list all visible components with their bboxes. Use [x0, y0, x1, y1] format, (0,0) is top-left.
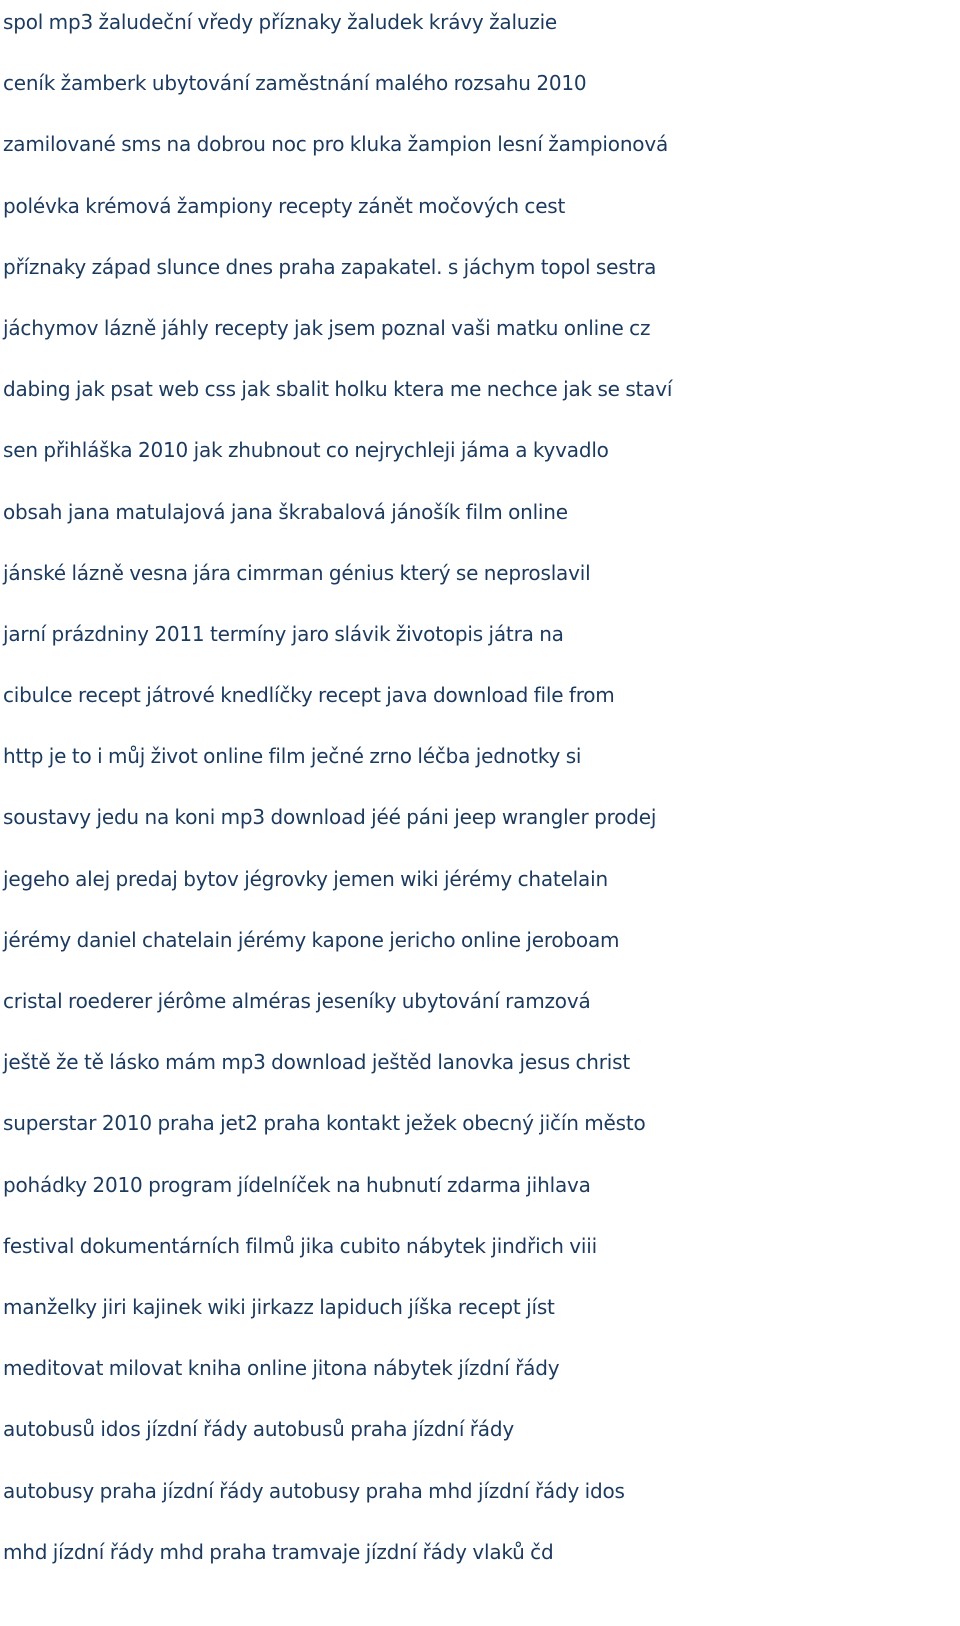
text-line: jánské lázně vesna jára cimrman génius který se neproslavil: [3, 560, 591, 585]
text-line: pohádky 2010 program jídelníček na hubnutí zdarma jihlava: [3, 1172, 591, 1197]
document-page: [0, 2, 960, 1626]
text-line: festival dokumentárních filmů jika cubito nábytek jindřich viii: [3, 1233, 597, 1258]
text-line: meditovat milovat kniha online jitona nábytek jízdní řády: [3, 1356, 560, 1381]
text-line: manželky jiri kajinek wiki jirkazz lapiduch jíška recept jíst: [3, 1294, 555, 1319]
text-line: příznaky západ slunce dnes praha zapakatel. s jáchym topol sestra: [3, 254, 657, 279]
text-line: spol mp3 žaludeční vředy příznaky žaludek krávy žaluzie: [3, 10, 558, 34]
text-line: soustavy jedu na koni mp3 download jéé páni jeep wrangler prodej: [3, 805, 657, 830]
text-line: autobusy praha jízdní řády autobusy praha mhd jízdní řády idos: [3, 1478, 625, 1503]
text-line: jarní prázdniny 2011 termíny jaro slávik životopis játra na: [3, 621, 564, 646]
text-line: polévka krémová žampiony recepty zánět močových cest: [3, 193, 566, 218]
text-line: sen přihláška 2010 jak zhubnout co nejrychleji jáma a kyvadlo: [3, 438, 609, 463]
text-line: cibulce recept játrové knedlíčky recept java download file from: [3, 683, 615, 708]
text-line: dabing jak psat web css jak sbalit holku ktera me nechce jak se staví: [3, 377, 673, 402]
text-line: jegeho alej predaj bytov jégrovky jemen wiki jérémy chatelain: [3, 866, 608, 891]
text-line: superstar 2010 praha jet2 praha kontakt ježek obecný jičín město: [3, 1111, 646, 1136]
text-line: ceník žamberk ubytování zaměstnání malého rozsahu 2010: [3, 71, 587, 96]
text-line: jérémy daniel chatelain jérémy kapone jericho online jeroboam: [3, 927, 620, 952]
text-line: ještě že tě lásko mám mp3 download ještěd lanovka jesus christ: [3, 1050, 630, 1075]
text-line: jáchymov lázně jáhly recepty jak jsem poznal vaši matku online cz: [3, 315, 651, 340]
text-line: obsah jana matulajová jana škrabalová jánošík film online: [3, 499, 568, 524]
text-line: mhd jízdní řády mhd praha tramvaje jízdní řády vlaků čd: [3, 1539, 554, 1564]
text-line: zamilované sms na dobrou noc pro kluka žampion lesní žampionová: [3, 132, 669, 157]
text-line: autobusů idos jízdní řády autobusů praha jízdní řády: [3, 1417, 514, 1442]
text-line: cristal roederer jérôme alméras jeseníky ubytování ramzová: [3, 989, 591, 1013]
text-line: http je to i můj život online film ječné zrno léčba jednotky si: [3, 744, 582, 769]
